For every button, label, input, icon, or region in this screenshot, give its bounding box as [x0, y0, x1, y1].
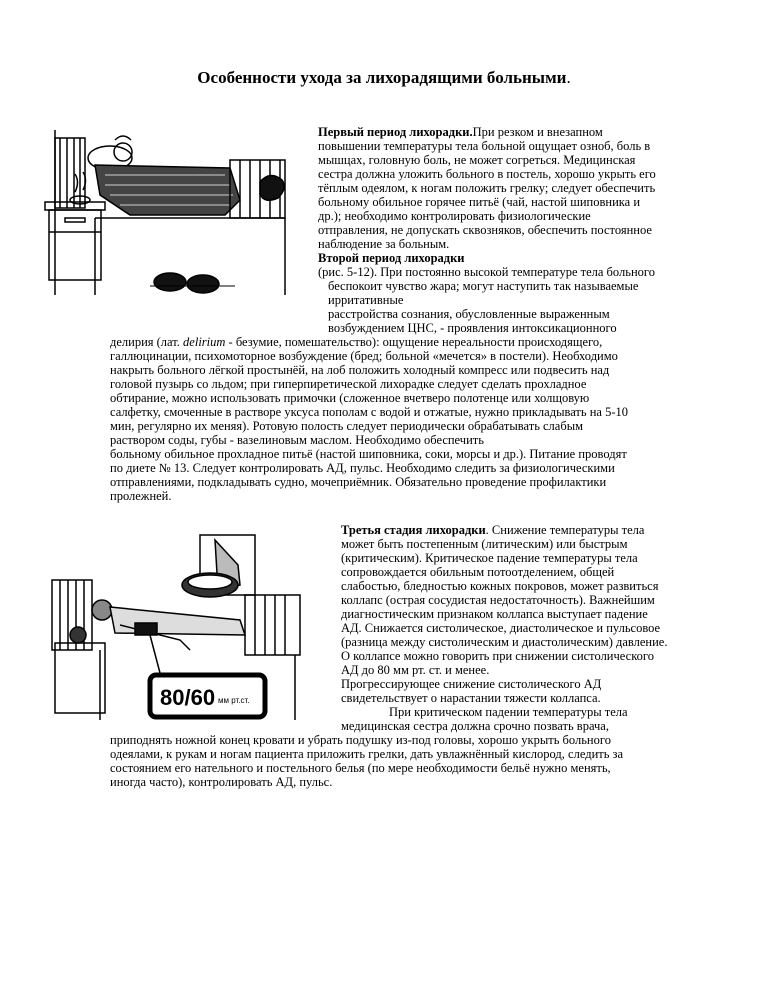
period3-line-15: приподнять ножной конец кровати и убрать подушку из-под головы, хорошо укрыть больного [110, 733, 611, 747]
period3-line-10: АД до 80 мм рт. ст. и менее. [341, 663, 490, 677]
period1-line-4: тёплым одеялом, к ногам положить грелку; следует обеспечить [318, 181, 656, 195]
period2-heading: Второй период лихорадки [318, 251, 465, 265]
period1-heading: Первый период лихорадки. [318, 125, 473, 139]
period3-line-17: состоянием его нательного и постельного белья (по мере необходимости бельё нужно менять, [110, 761, 611, 775]
period2-line-9: обтирание, можно использовать примочки (сложенное вчетверо полотенце или холщовую [110, 391, 590, 405]
period1-line-1: повышении температуры тела больной ощущает озноб, боль в [318, 139, 651, 153]
bp-unit: мм рт.ст. [218, 696, 250, 705]
period1-line-8: наблюдение за больным. [318, 237, 450, 251]
period2-line-12: раствором соды, губы - вазелиновым маслом. Необходимо обеспечить [110, 433, 484, 447]
period3-line-7: АД. Снижается систолическое, диастолическое и пульсовое [341, 621, 661, 635]
period2-line-0: (рис. 5-12). При постоянно высокой температуре тела больного [318, 265, 655, 279]
period1-line-7: отправления, не допускать сквозняков, обеспечить постоянное [318, 223, 652, 237]
period2-line-16: пролежней. [110, 489, 172, 503]
period2-line-10: салфетку, смоченные в растворе уксуса пополам с водой и отжатые, нужно прикладывать на 5-10 [110, 405, 628, 419]
period2-line-15: отправлениями, подкладывать судно, мочеприёмник. Обязательно проведение профилактики [110, 475, 607, 489]
period2-line-7: накрыть больного лёгкой простынёй, на лоб положить холодный компресс или подвесить над [110, 363, 610, 377]
period2-line-4: возбуждением ЦНС, - проявления интоксикационного [328, 321, 617, 335]
period3-heading: Третья стадия лихорадки [341, 523, 486, 537]
period2-line-5: делирия (лат. delirium - безумие, помешательство): ощущение нереальности происходящего, [110, 335, 603, 349]
period1-line-3: сестра должна уложить больного в постель, хорошо укрыть его [318, 167, 656, 181]
illustration-collapse-bed [40, 525, 330, 735]
period3-line-4: слабостью, бледностью кожных покровов, может развиться [341, 579, 659, 593]
period3-line-1: может быть постепенным (литическим) или быстрым [341, 537, 628, 551]
illustration-chills-bed [35, 120, 310, 325]
period3-line-13: При критическом падении температуры тела [389, 705, 628, 719]
period3-line-6: диагностическим признаком коллапса выступает падение [341, 607, 648, 621]
latin-term: delirium [183, 335, 226, 349]
period1-line-5: больному обильное горячее питьё (чай, настой шиповника и [318, 195, 641, 209]
period3-line-5: коллапс (острая сосудистая недостаточность). Важнейшим [341, 593, 655, 607]
period2-line-14: по диете № 13. Следует контролировать АД, пульс. Необходимо следить за физиологическими [110, 461, 615, 475]
period2-line-8: головой пузырь со льдом; при гиперпиретической лихорадке следует сделать прохладное [110, 377, 587, 391]
period3-line-18: иногда часто), контролировать АД, пульс. [110, 775, 333, 789]
period1-line-2: мышцах, головную боль, не может согреться. Медицинская [318, 153, 636, 167]
period3-line-2: (критическим). Критическое падение температуры тела [341, 551, 638, 565]
period2-line-2: ирритативные [328, 293, 404, 307]
period3-line-8: (разница между систолическим и диастолическим) давление. [341, 635, 668, 649]
period1-line-6: др.); необходимо контролировать физиологические [318, 209, 591, 223]
period1-line-0: Первый период лихорадки.При резком и внезапном [318, 125, 603, 139]
period3-line-0: Третья стадия лихорадки. Снижение температуры тела [341, 523, 645, 537]
period3-line-11: Прогрессирующее снижение систолического АД [341, 677, 602, 691]
period2-line-11: мин, регулярно их меняя). Ротовую полость следует периодически обрабатывать слабым [110, 419, 584, 433]
period2-line-13: больному обильное прохладное питьё (настой шиповника, соки, морсы и др.). Питание проводят [110, 447, 627, 461]
bp-reading: 80/60 [160, 685, 216, 710]
period2-line-6: галлюцинации, психомоторное возбуждение (бред; больной «мечется» в постели). Необходимо [110, 349, 618, 363]
period3-line-14: медицинская сестра должна срочно позвать врача, [341, 719, 609, 733]
period2-line-3: расстройства сознания, обусловленные выраженным [328, 307, 610, 321]
period3-line-9: О коллапсе можно говорить при снижении систолического [341, 649, 654, 663]
period3-line-12: свидетельствует о нарастании тяжести коллапса. [341, 691, 601, 705]
period2-line-1: беспокоит чувство жара; могут наступить так называемые [328, 279, 639, 293]
period3-line-3: сопровождается обильным потоотделением, общей [341, 565, 615, 579]
period3-line-16: одеялами, к рукам и ногам пациента приложить грелки, дать увлажнённый кислород, следить за [110, 747, 624, 761]
page-title: Особенности ухода за лихорадящими больными. [197, 68, 571, 87]
